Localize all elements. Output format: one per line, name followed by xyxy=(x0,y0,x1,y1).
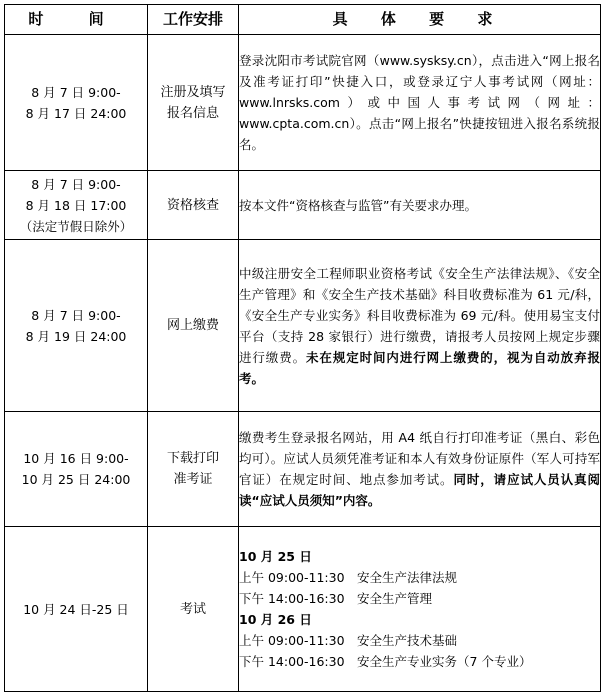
exam-schedule-cell xyxy=(239,527,601,692)
header-requirements: 具 体 要 求 xyxy=(239,5,601,35)
payment-warning: 未在规定时间内进行网上缴费的，视为自动放弃报考。 xyxy=(239,349,600,386)
exam-session: 下午 14:00-16:30 安全生产专业实务（7 个专业） xyxy=(239,654,532,669)
exam-schedule-table xyxy=(4,4,601,692)
time-cell: 10 月 24 日-25 日 xyxy=(5,527,148,692)
task-cell: 网上缴费 xyxy=(148,240,239,412)
exam-session: 上午 09:00-11:30 安全生产技术基础 xyxy=(239,633,458,648)
task-cell: 注册及填写 报名信息 xyxy=(148,35,239,171)
requirement-cell: 中级注册安全工程师职业资格考试《安全生产法律法规》、《安全生产管理》和《安全生产技术基础》科目收费标准为 61 元/科，《安全生产专业实务》科目收费标准为 69 元/科。使用易宝支付平台（支持 28 家银行）进行缴费，请报考人员按网上规定步骤进行缴费。未在规定时间内进行网上缴费的，视为自动放弃报考。 xyxy=(239,240,601,412)
table-row xyxy=(5,240,601,412)
notice-reminder: 同时，请应试人员认真阅读“应试人员须知”内容。 xyxy=(239,472,600,508)
table-row xyxy=(5,171,601,240)
task-cell: 下载打印 准考证 xyxy=(148,412,239,527)
table-row xyxy=(5,527,601,692)
exam-date: 10 月 26 日 xyxy=(239,612,312,627)
header-time: 时 间 xyxy=(5,5,148,35)
task-cell: 资格核查 xyxy=(148,171,239,240)
time-cell: 8 月 7 日 9:00- 8 月 17 日 24:00 xyxy=(5,35,148,171)
requirement-cell: 缴费考生登录报名网站，用 A4 纸自行打印准考证（黑白、彩色均可）。应试人员须凭准考证和本人有效身份证原件（军人可持军官证）在规定时间、地点参加考试。同时，请应试人员认真阅读“应试人员须知”内容。 xyxy=(239,412,601,527)
exam-session: 下午 14:00-16:30 安全生产管理 xyxy=(239,591,433,606)
exam-session: 上午 09:00-11:30 安全生产法律法规 xyxy=(239,570,458,585)
time-cell: 8 月 7 日 9:00- 8 月 18 日 17:00 （法定节假日除外） xyxy=(5,171,148,240)
requirement-cell: 登录沈阳市考试院官网（www.sysksy.cn），点击进入“网上报名及准考证打印”快捷入口，或登录辽宁人事考试网（网址：www.lnrsks.com）或中国人事考试网（网址：www.cpta.com.cn）。点击“网上报名”快捷按钮进入报名系统报名。 xyxy=(239,35,601,171)
time-cell: 10 月 16 日 9:00- 10 月 25 日 24:00 xyxy=(5,412,148,527)
requirement-cell: 按本文件“资格核查与监管”有关要求办理。 xyxy=(239,171,601,240)
task-cell: 考试 xyxy=(148,527,239,692)
exam-date: 10 月 25 日 xyxy=(239,549,312,564)
header-task: 工作安排 xyxy=(148,5,239,35)
header-row xyxy=(5,5,601,35)
time-cell: 8 月 7 日 9:00- 8 月 19 日 24:00 xyxy=(5,240,148,412)
table-row xyxy=(5,412,601,527)
table-row xyxy=(5,35,601,171)
